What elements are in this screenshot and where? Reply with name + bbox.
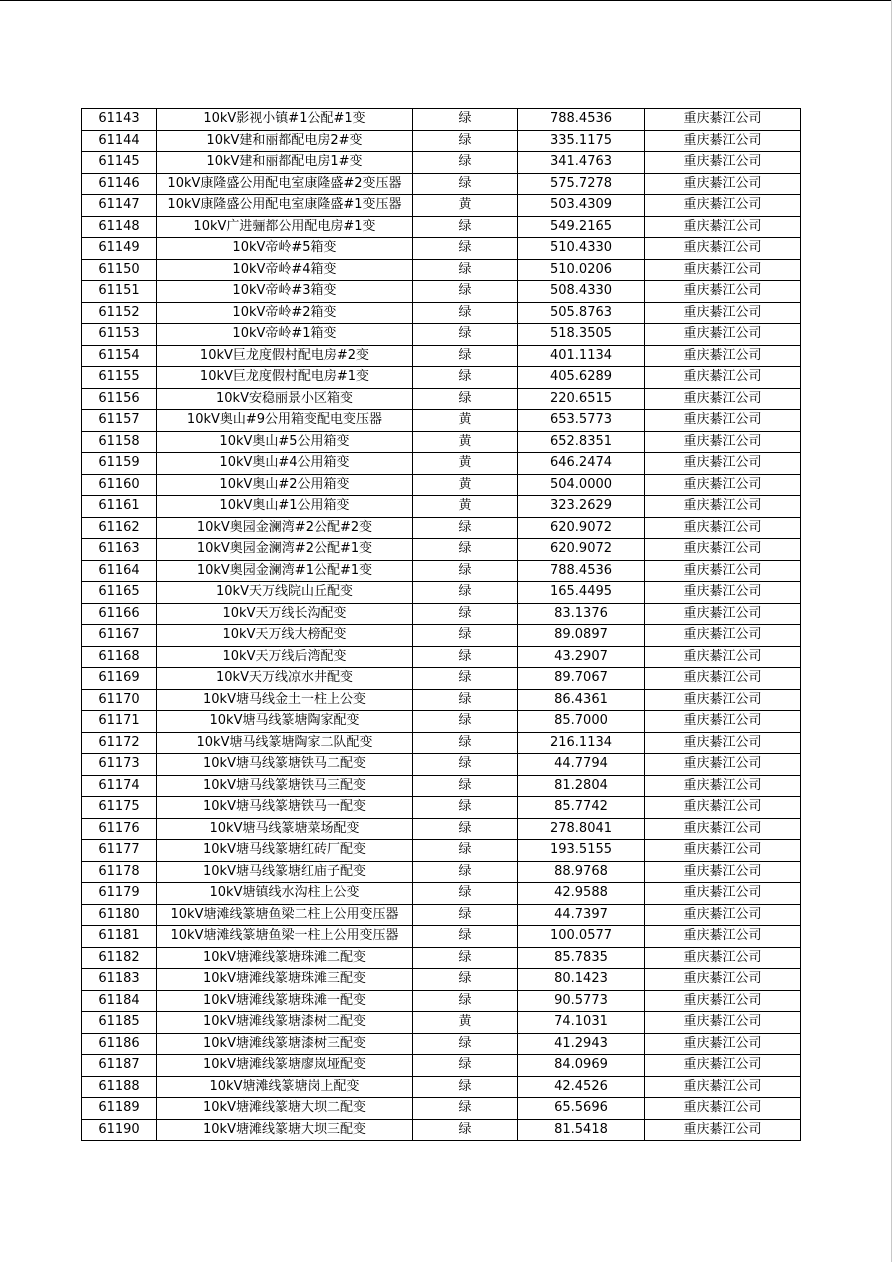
cell-status-color: 绿 [413,711,518,733]
cell-company: 重庆綦江公司 [645,904,801,926]
cell-name: 10kV塘滩线篆塘鱼梁一柱上公用变压器 [157,926,413,948]
cell-status-color: 绿 [413,560,518,582]
table-row [82,367,801,389]
cell-status-color: 绿 [413,969,518,991]
table-row [82,1076,801,1098]
cell-status-color: 绿 [413,840,518,862]
cell-id: 61175 [82,797,157,819]
cell-status-color: 绿 [413,1033,518,1055]
cell-id: 61176 [82,818,157,840]
cell-value: 503.4309 [518,195,645,217]
table-row [82,1012,801,1034]
cell-name: 10kV天万线长沟配变 [157,603,413,625]
cell-value: 508.4330 [518,281,645,303]
table-row [82,861,801,883]
cell-name: 10kV奥园金澜湾#1公配#1变 [157,560,413,582]
cell-company: 重庆綦江公司 [645,990,801,1012]
cell-value: 646.2474 [518,453,645,475]
cell-name: 10kV奥山#1公用箱变 [157,496,413,518]
cell-status-color: 绿 [413,582,518,604]
cell-name: 10kV天万线凉水井配变 [157,668,413,690]
cell-status-color: 绿 [413,367,518,389]
cell-name: 10kV奥山#5公用箱变 [157,431,413,453]
cell-status-color: 绿 [413,324,518,346]
table-row [82,1055,801,1077]
cell-company: 重庆綦江公司 [645,797,801,819]
cell-value: 85.7835 [518,947,645,969]
cell-name: 10kV塘马线篆塘菜场配变 [157,818,413,840]
cell-id: 61167 [82,625,157,647]
cell-company: 重庆綦江公司 [645,109,801,131]
cell-name: 10kV塘马线篆塘铁马二配变 [157,754,413,776]
cell-company: 重庆綦江公司 [645,625,801,647]
cell-name: 10kV天万线后湾配变 [157,646,413,668]
cell-company: 重庆綦江公司 [645,560,801,582]
cell-value: 83.1376 [518,603,645,625]
cell-name: 10kV奥山#4公用箱变 [157,453,413,475]
cell-name: 10kV奥园金澜湾#2公配#1变 [157,539,413,561]
cell-id: 61182 [82,947,157,969]
cell-name: 10kV塘马线篆塘红庙子配变 [157,861,413,883]
cell-status-color: 黄 [413,453,518,475]
cell-id: 61161 [82,496,157,518]
cell-status-color: 绿 [413,302,518,324]
table-row [82,883,801,905]
cell-id: 61155 [82,367,157,389]
cell-status-color: 黄 [413,496,518,518]
cell-company: 重庆綦江公司 [645,818,801,840]
cell-status-color: 绿 [413,539,518,561]
table-row [82,324,801,346]
cell-company: 重庆綦江公司 [645,711,801,733]
cell-status-color: 绿 [413,1119,518,1141]
cell-id: 61149 [82,238,157,260]
cell-name: 10kV塘滩线篆塘大坝三配变 [157,1119,413,1141]
cell-id: 61172 [82,732,157,754]
cell-status-color: 黄 [413,431,518,453]
cell-value: 84.0969 [518,1055,645,1077]
cell-id: 61144 [82,130,157,152]
cell-company: 重庆綦江公司 [645,775,801,797]
table-row [82,1033,801,1055]
cell-name: 10kV康隆盛公用配电室康隆盛#2变压器 [157,173,413,195]
cell-value: 504.0000 [518,474,645,496]
cell-id: 61156 [82,388,157,410]
cell-name: 10kV奥山#2公用箱变 [157,474,413,496]
cell-id: 61163 [82,539,157,561]
cell-status-color: 绿 [413,668,518,690]
cell-company: 重庆綦江公司 [645,238,801,260]
cell-name: 10kV帝岭#5箱变 [157,238,413,260]
cell-company: 重庆綦江公司 [645,130,801,152]
cell-company: 重庆綦江公司 [645,689,801,711]
cell-company: 重庆綦江公司 [645,1012,801,1034]
cell-id: 61178 [82,861,157,883]
cell-id: 61147 [82,195,157,217]
cell-company: 重庆綦江公司 [645,947,801,969]
cell-value: 401.1134 [518,345,645,367]
cell-company: 重庆綦江公司 [645,883,801,905]
table-row [82,431,801,453]
cell-id: 61154 [82,345,157,367]
cell-value: 220.6515 [518,388,645,410]
cell-value: 575.7278 [518,173,645,195]
table-row [82,926,801,948]
cell-company: 重庆綦江公司 [645,431,801,453]
cell-company: 重庆綦江公司 [645,453,801,475]
cell-value: 216.1134 [518,732,645,754]
cell-status-color: 绿 [413,345,518,367]
cell-name: 10kV塘滩线篆塘珠滩一配变 [157,990,413,1012]
cell-status-color: 绿 [413,818,518,840]
cell-id: 61143 [82,109,157,131]
cell-value: 44.7794 [518,754,645,776]
cell-company: 重庆綦江公司 [645,152,801,174]
cell-value: 81.2804 [518,775,645,797]
cell-id: 61173 [82,754,157,776]
cell-id: 61184 [82,990,157,1012]
cell-id: 61181 [82,926,157,948]
cell-id: 61158 [82,431,157,453]
cell-name: 10kV塘马线篆塘陶家配变 [157,711,413,733]
table-body [82,109,801,1141]
cell-name: 10kV建和丽都配电房1#变 [157,152,413,174]
cell-company: 重庆綦江公司 [645,1076,801,1098]
cell-value: 620.9072 [518,517,645,539]
table-row [82,410,801,432]
cell-status-color: 绿 [413,1098,518,1120]
cell-name: 10kV塘滩线篆塘大坝二配变 [157,1098,413,1120]
cell-company: 重庆綦江公司 [645,668,801,690]
cell-id: 61170 [82,689,157,711]
cell-status-color: 绿 [413,259,518,281]
cell-id: 61157 [82,410,157,432]
cell-id: 61162 [82,517,157,539]
cell-value: 335.1175 [518,130,645,152]
cell-status-color: 绿 [413,216,518,238]
cell-company: 重庆綦江公司 [645,281,801,303]
cell-status-color: 绿 [413,517,518,539]
cell-company: 重庆綦江公司 [645,259,801,281]
cell-name: 10kV巨龙度假村配电房#1变 [157,367,413,389]
cell-status-color: 绿 [413,861,518,883]
cell-name: 10kV塘滩线篆塘鱼梁二柱上公用变压器 [157,904,413,926]
table-row [82,109,801,131]
cell-status-color: 绿 [413,732,518,754]
cell-name: 10kV塘镇线水沟柱上公变 [157,883,413,905]
cell-name: 10kV塘滩线篆塘廖岚垭配变 [157,1055,413,1077]
cell-company: 重庆綦江公司 [645,345,801,367]
cell-name: 10kV帝岭#1箱变 [157,324,413,346]
cell-status-color: 黄 [413,474,518,496]
cell-status-color: 绿 [413,689,518,711]
cell-id: 61169 [82,668,157,690]
cell-value: 81.5418 [518,1119,645,1141]
table-row [82,754,801,776]
cell-value: 85.7000 [518,711,645,733]
table-row [82,582,801,604]
table-row [82,689,801,711]
cell-status-color: 绿 [413,904,518,926]
cell-status-color: 绿 [413,625,518,647]
cell-value: 549.2165 [518,216,645,238]
cell-company: 重庆綦江公司 [645,517,801,539]
table-row [82,947,801,969]
cell-name: 10kV塘滩线篆塘珠滩三配变 [157,969,413,991]
cell-value: 100.0577 [518,926,645,948]
cell-id: 61189 [82,1098,157,1120]
cell-company: 重庆綦江公司 [645,1098,801,1120]
cell-id: 61168 [82,646,157,668]
cell-status-color: 绿 [413,1055,518,1077]
table-row [82,195,801,217]
table-row [82,990,801,1012]
table-row [82,152,801,174]
table-row [82,732,801,754]
cell-name: 10kV影视小镇#1公配#1变 [157,109,413,131]
cell-name: 10kV帝岭#3箱变 [157,281,413,303]
cell-status-color: 绿 [413,775,518,797]
table-row [82,1119,801,1141]
cell-value: 43.2907 [518,646,645,668]
cell-status-color: 绿 [413,990,518,1012]
cell-status-color: 绿 [413,754,518,776]
cell-id: 61185 [82,1012,157,1034]
cell-name: 10kV巨龙度假村配电房#2变 [157,345,413,367]
cell-status-color: 绿 [413,646,518,668]
cell-id: 61153 [82,324,157,346]
cell-name: 10kV建和丽都配电房2#变 [157,130,413,152]
cell-id: 61152 [82,302,157,324]
table-row [82,345,801,367]
cell-value: 788.4536 [518,560,645,582]
transformer-table [81,108,801,1141]
cell-status-color: 绿 [413,1076,518,1098]
cell-company: 重庆綦江公司 [645,969,801,991]
table-row [82,560,801,582]
cell-value: 510.4330 [518,238,645,260]
cell-company: 重庆綦江公司 [645,388,801,410]
cell-name: 10kV安稳丽景小区箱变 [157,388,413,410]
cell-name: 10kV塘马线篆塘红砖厂配变 [157,840,413,862]
cell-name: 10kV帝岭#4箱变 [157,259,413,281]
page-top-border [0,0,892,1]
cell-value: 278.8041 [518,818,645,840]
cell-status-color: 黄 [413,1012,518,1034]
cell-value: 405.6289 [518,367,645,389]
table-row [82,517,801,539]
cell-value: 42.9588 [518,883,645,905]
cell-name: 10kV塘滩线篆塘岗上配变 [157,1076,413,1098]
cell-status-color: 绿 [413,926,518,948]
table-row [82,668,801,690]
cell-id: 61187 [82,1055,157,1077]
table-row [82,797,801,819]
cell-name: 10kV塘滩线篆塘珠滩二配变 [157,947,413,969]
cell-value: 341.4763 [518,152,645,174]
cell-status-color: 绿 [413,173,518,195]
cell-company: 重庆綦江公司 [645,324,801,346]
cell-value: 41.2943 [518,1033,645,1055]
cell-value: 518.3505 [518,324,645,346]
cell-name: 10kV塘滩线篆塘漆树三配变 [157,1033,413,1055]
cell-value: 620.9072 [518,539,645,561]
cell-company: 重庆綦江公司 [645,646,801,668]
cell-value: 510.0206 [518,259,645,281]
cell-name: 10kV康隆盛公用配电室康隆盛#1变压器 [157,195,413,217]
cell-id: 61160 [82,474,157,496]
cell-value: 652.8351 [518,431,645,453]
cell-id: 61174 [82,775,157,797]
cell-status-color: 绿 [413,281,518,303]
cell-name: 10kV塘马线篆塘铁马三配变 [157,775,413,797]
cell-value: 90.5773 [518,990,645,1012]
cell-status-color: 绿 [413,603,518,625]
cell-company: 重庆綦江公司 [645,1033,801,1055]
cell-id: 61165 [82,582,157,604]
cell-name: 10kV塘马线篆塘铁马一配变 [157,797,413,819]
table-row [82,238,801,260]
cell-id: 61188 [82,1076,157,1098]
table-row [82,259,801,281]
table-row [82,646,801,668]
cell-id: 61145 [82,152,157,174]
cell-company: 重庆綦江公司 [645,302,801,324]
cell-company: 重庆綦江公司 [645,410,801,432]
cell-id: 61166 [82,603,157,625]
cell-company: 重庆綦江公司 [645,496,801,518]
cell-company: 重庆綦江公司 [645,216,801,238]
cell-id: 61151 [82,281,157,303]
cell-id: 61183 [82,969,157,991]
cell-name: 10kV奥山#9公用箱变配电变压器 [157,410,413,432]
cell-value: 42.4526 [518,1076,645,1098]
cell-value: 89.7067 [518,668,645,690]
cell-value: 44.7397 [518,904,645,926]
cell-company: 重庆綦江公司 [645,754,801,776]
cell-status-color: 黄 [413,195,518,217]
cell-status-color: 绿 [413,388,518,410]
cell-company: 重庆綦江公司 [645,367,801,389]
table-row [82,603,801,625]
table-row [82,840,801,862]
cell-value: 323.2629 [518,496,645,518]
cell-value: 86.4361 [518,689,645,711]
cell-value: 89.0897 [518,625,645,647]
cell-status-color: 绿 [413,152,518,174]
table-row [82,281,801,303]
cell-name: 10kV塘马线金土一柱上公变 [157,689,413,711]
table-row [82,302,801,324]
cell-name: 10kV奥园金澜湾#2公配#2变 [157,517,413,539]
cell-name: 10kV塘马线篆塘陶家二队配变 [157,732,413,754]
cell-value: 80.1423 [518,969,645,991]
table-row [82,711,801,733]
cell-id: 61177 [82,840,157,862]
cell-name: 10kV天万线大榜配变 [157,625,413,647]
cell-value: 193.5155 [518,840,645,862]
table-row [82,388,801,410]
cell-id: 61179 [82,883,157,905]
cell-company: 重庆綦江公司 [645,840,801,862]
cell-company: 重庆綦江公司 [645,926,801,948]
cell-status-color: 绿 [413,883,518,905]
cell-id: 61148 [82,216,157,238]
table-row [82,904,801,926]
table-row [82,474,801,496]
cell-status-color: 绿 [413,130,518,152]
cell-company: 重庆綦江公司 [645,582,801,604]
cell-status-color: 黄 [413,410,518,432]
cell-name: 10kV天万线院山丘配变 [157,582,413,604]
cell-company: 重庆綦江公司 [645,732,801,754]
table-row [82,173,801,195]
table-row [82,818,801,840]
cell-id: 61159 [82,453,157,475]
table-row [82,130,801,152]
cell-company: 重庆綦江公司 [645,1119,801,1141]
cell-company: 重庆綦江公司 [645,1055,801,1077]
table-row [82,539,801,561]
table-row [82,775,801,797]
table-row [82,496,801,518]
cell-company: 重庆綦江公司 [645,603,801,625]
table-row [82,453,801,475]
cell-name: 10kV广进骊都公用配电房#1变 [157,216,413,238]
cell-value: 505.8763 [518,302,645,324]
cell-value: 165.4495 [518,582,645,604]
cell-id: 61186 [82,1033,157,1055]
cell-value: 88.9768 [518,861,645,883]
cell-value: 85.7742 [518,797,645,819]
cell-company: 重庆綦江公司 [645,539,801,561]
cell-status-color: 绿 [413,947,518,969]
cell-value: 65.5696 [518,1098,645,1120]
table-row [82,1098,801,1120]
cell-company: 重庆綦江公司 [645,195,801,217]
cell-id: 61190 [82,1119,157,1141]
cell-status-color: 绿 [413,797,518,819]
cell-value: 653.5773 [518,410,645,432]
cell-id: 61180 [82,904,157,926]
cell-name: 10kV塘滩线篆塘漆树二配变 [157,1012,413,1034]
table-row [82,969,801,991]
table-row [82,216,801,238]
cell-company: 重庆綦江公司 [645,474,801,496]
table-row [82,625,801,647]
cell-id: 61150 [82,259,157,281]
cell-status-color: 绿 [413,238,518,260]
cell-value: 788.4536 [518,109,645,131]
cell-id: 61164 [82,560,157,582]
cell-status-color: 绿 [413,109,518,131]
cell-id: 61171 [82,711,157,733]
cell-value: 74.1031 [518,1012,645,1034]
cell-id: 61146 [82,173,157,195]
cell-company: 重庆綦江公司 [645,861,801,883]
cell-company: 重庆綦江公司 [645,173,801,195]
cell-name: 10kV帝岭#2箱变 [157,302,413,324]
